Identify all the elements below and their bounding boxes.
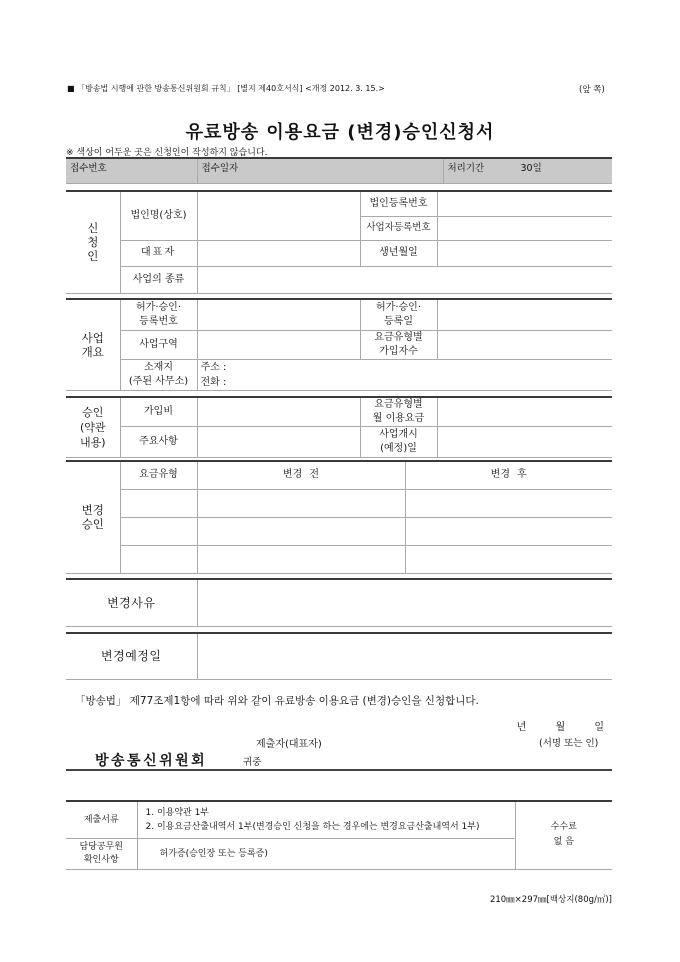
change-date-row <box>66 633 612 679</box>
change-date-label: 변경예정일 <box>66 633 197 679</box>
change-header-row <box>66 461 612 489</box>
form-reference: ■ 「방송법 시행에 관한 방송통신위원회 규칙」 [별지 제40호서식] <개정 2012. 3. 15.> <box>67 84 385 93</box>
approval-row-1 <box>66 397 612 427</box>
phone-label: 전화 : <box>200 376 227 388</box>
receipt-number-cell <box>66 158 197 183</box>
corp-reg-no-label: 법인등록번호 <box>360 191 437 216</box>
permit-date-label: 허가·승인· 등록일 <box>360 299 437 330</box>
processing-period-value: 30일 <box>520 163 542 174</box>
overview-row-1 <box>66 299 612 330</box>
approval-row-2 <box>66 427 612 458</box>
change-approval-section <box>66 460 612 574</box>
corp-reg-no-field <box>437 191 612 216</box>
page-side-indicator: (앞 쪽) <box>579 85 605 95</box>
monthly-fee-field <box>437 397 612 427</box>
biz-reg-no-label: 사업자등록번호 <box>360 216 437 240</box>
fee-value: 없 음 <box>553 837 574 848</box>
biz-reg-no-field <box>437 216 612 240</box>
change-reason-row <box>66 579 612 626</box>
receipt-row <box>66 158 612 183</box>
recipient-honorific: 귀중 <box>243 757 262 768</box>
processing-period-cell <box>443 158 612 183</box>
receipt-number-label: 접수번호 <box>70 163 107 174</box>
representative-field <box>197 240 360 266</box>
address-label: 주소 : <box>200 361 227 373</box>
service-area-field <box>197 330 360 359</box>
after-change-field <box>405 517 612 545</box>
change-date-section <box>66 632 612 680</box>
business-type-label: 사업의 종류 <box>120 266 197 293</box>
permit-no-field <box>197 299 360 330</box>
submit-docs-row <box>66 801 612 838</box>
after-change-field <box>405 545 612 573</box>
start-date-field <box>437 427 612 458</box>
fee-label: 수수료 <box>550 822 577 833</box>
before-change-field <box>197 517 405 545</box>
business-type-field <box>197 266 612 293</box>
applicant-row-3 <box>66 240 612 266</box>
paper-spec-footer: 210㎜×297㎜[백상지(80g/㎡)] <box>489 895 612 905</box>
subscribers-label: 요금유형별 가입자수 <box>360 330 437 359</box>
change-reason-label: 변경사유 <box>66 579 197 626</box>
fee-cell <box>515 801 612 869</box>
receipt-table <box>66 157 612 184</box>
key-items-field <box>197 427 360 458</box>
approval-section-label: 승인 (약관 내용) <box>66 397 120 458</box>
recipient-name: 방송통신위원회 <box>95 753 208 769</box>
declaration-text: 「방송법」 제77조제1항에 따라 위와 같이 유료방송 이용요금 (변경)승인을 신청합니다. <box>75 695 479 707</box>
applicant-row-4 <box>66 266 612 293</box>
form-title: 유료방송 이용요금 (변경)승인신청서 <box>185 122 495 143</box>
fee-type-field <box>120 517 197 545</box>
shading-note: ※ 색상이 어두운 곳은 신청인이 작성하지 않습니다. <box>66 148 268 158</box>
submitter-label: 제출자(대표자) <box>256 739 322 750</box>
permit-date-field <box>437 299 612 330</box>
processing-period-label: 처리기간 <box>447 163 485 174</box>
location-field <box>197 359 612 390</box>
business-overview-section <box>66 298 612 391</box>
key-items-label: 주요사항 <box>120 427 197 458</box>
permit-no-label: 허가·승인· 등록번호 <box>120 299 197 330</box>
change-row <box>66 545 612 573</box>
monthly-fee-label: 요금유형별 월 이용요금 <box>360 397 437 427</box>
applicant-section-label: 신 청 인 <box>66 191 120 293</box>
change-row <box>66 517 612 545</box>
change-section-label: 변경 승인 <box>66 461 120 573</box>
corp-name-label: 법인명(상호) <box>120 191 197 240</box>
overview-section-label: 사업 개요 <box>66 299 120 390</box>
service-area-label: 사업구역 <box>120 330 197 359</box>
official-check-item: 허가증(승인장 또는 등록증) <box>137 838 515 869</box>
fee-type-label: 요금유형 <box>120 461 197 489</box>
fee-type-field <box>120 489 197 517</box>
receipt-date-label: 접수일자 <box>201 163 239 174</box>
corp-name-field <box>197 191 360 240</box>
submit-docs-label: 제출서류 <box>66 801 137 838</box>
overview-row-3 <box>66 359 612 390</box>
change-reason-field <box>197 579 612 626</box>
representative-label: 대표자 <box>120 240 197 266</box>
applicant-row-1 <box>66 191 612 216</box>
location-label: 소재지 (주된 사무소) <box>120 359 197 390</box>
start-date-label: 사업개시 (예정)일 <box>360 427 437 458</box>
subscribers-field <box>437 330 612 359</box>
submit-doc-item-2: 2. 이용요금산출내역서 1부(변경승인 신청을 하는 경우에는 변경요금산출내역서 1부) <box>145 821 480 832</box>
before-change-field <box>197 489 405 517</box>
change-date-field <box>197 633 612 679</box>
after-change-label: 변경 후 <box>405 461 612 489</box>
subscription-fee-label: 가입비 <box>120 397 197 427</box>
approval-section <box>66 396 612 458</box>
birth-date-label: 생년월일 <box>360 240 437 266</box>
subscription-fee-field <box>197 397 360 427</box>
change-row <box>66 489 612 517</box>
divider-line <box>66 769 612 771</box>
submit-docs-list <box>137 801 515 838</box>
overview-row-2 <box>66 330 612 359</box>
documents-table <box>66 800 612 870</box>
birth-date-field <box>437 240 612 266</box>
before-change-label: 변경 전 <box>197 461 405 489</box>
signature-label: (서명 또는 인) <box>539 738 599 749</box>
change-reason-section <box>66 578 612 627</box>
after-change-field <box>405 489 612 517</box>
submit-doc-item-1: 1. 이용약관 1부 <box>145 807 210 818</box>
before-change-field <box>197 545 405 573</box>
date-line: 년 월 일 <box>516 722 604 733</box>
applicant-section <box>66 190 612 294</box>
fee-type-field <box>120 545 197 573</box>
official-check-label: 담당공무원 확인사항 <box>66 838 137 869</box>
receipt-date-cell <box>197 158 443 183</box>
